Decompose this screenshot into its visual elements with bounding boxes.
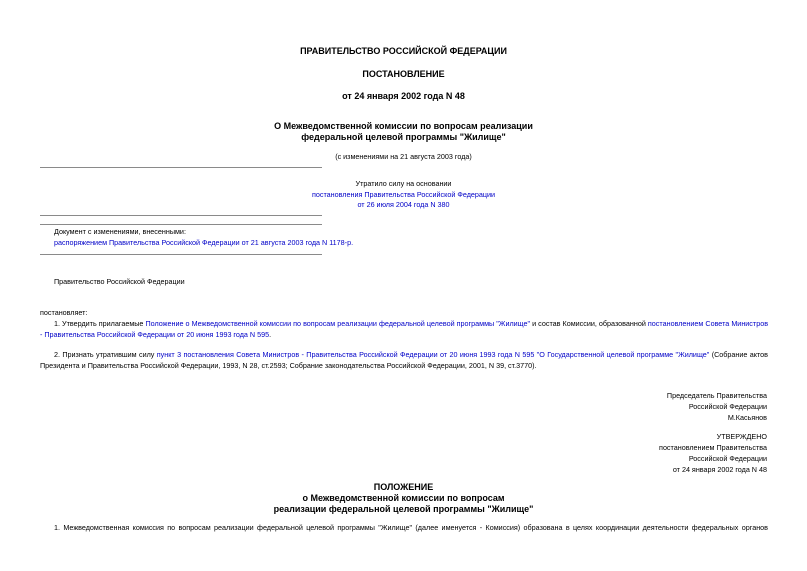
doc-title-line2: федеральной целевой программы "Жилище" [301, 132, 506, 142]
resolves-text: постановляет: [40, 308, 88, 317]
signature-line1: Председатель Правительства [666, 391, 767, 400]
repeal-link-line2[interactable]: постановления Правительства Российской Федерации [311, 190, 496, 199]
paragraph-1 [40, 318, 768, 340]
amendment-note: (с изменениями на 21 августа 2003 года) [335, 152, 472, 161]
paragraph-2 [40, 349, 768, 371]
approved-line4: от 24 января 2002 года N 48 [672, 465, 767, 474]
regulation-subtitle1: о Межведомственной комиссии по вопросам [302, 493, 505, 503]
doc-date-number: от 24 января 2002 года N 48 [342, 91, 465, 101]
signature-line2: Российской Федерации [688, 402, 767, 411]
p2-clause-link[interactable]: пункт 3 постановления Совета Министров - Правительства Российской Федерации от 20 июня 1993 года N 595 "О Государственной целевой программе "Жилище" [156, 350, 710, 359]
p1-text-a: 1. Утвердить прилагаемые [54, 319, 146, 328]
divider [40, 215, 322, 216]
p2-text-a: 2. Признать утратившим силу [54, 350, 157, 359]
p1-resolution-link[interactable]: постановлением Совета Министров - Правительства Российской Федерации от 20 июня 1993 года N 595 [40, 319, 769, 339]
regulation-paragraph-1: 1. Межведомственная комиссия по вопросам реализации федеральной целевой программы "Жилище" (далее именуется - Комиссия) образована в целях координации деятельности федеральных органов [54, 523, 768, 532]
approved-block [659, 431, 767, 475]
divider [40, 167, 322, 168]
p1-regulation-link[interactable]: Положение о Межведомственной комиссии по вопросам реализации федеральной целевой программы "Жилище" [145, 319, 531, 328]
regulation-title: ПОЛОЖЕНИЕ [373, 482, 434, 492]
p2-text-b: (Собрание актов Президента и Правительства Российской Федерации, 1993, N 28, ст.2593; Собрание законодательства Российской Федерации, 2001, N 39, ст.3770). [40, 350, 768, 370]
repeal-link-line3[interactable]: от 26 июля 2004 года N 380 [357, 200, 450, 209]
approved-line3: Российской Федерации [688, 454, 767, 463]
changes-link[interactable]: распоряжением Правительства Российской Федерации от 21 августа 2003 года N 1178-р. [54, 238, 354, 247]
approved-line1: УТВЕРЖДЕНО [716, 432, 767, 441]
issuer-text: Правительство Российской Федерации [54, 277, 185, 286]
divider [40, 224, 322, 225]
signature-block [667, 390, 767, 423]
doc-type-heading: ПОСТАНОВЛЕНИЕ [362, 69, 445, 79]
approved-line2: постановлением Правительства [659, 443, 767, 452]
p1-text-c: . [269, 330, 272, 339]
signature-line3: М.Касьянов [727, 413, 767, 422]
government-heading: ПРАВИТЕЛЬСТВО РОССИЙСКОЙ ФЕДЕРАЦИИ [300, 46, 507, 56]
doc-title-line1: О Межведомственной комиссии по вопросам реализации [274, 121, 533, 131]
repeal-line1: Утратило силу на основании [355, 179, 452, 188]
changes-label: Документ с изменениями, внесенными: [54, 227, 186, 236]
divider [40, 254, 322, 255]
p1-text-b: и состав Комиссии, образованной [530, 319, 648, 328]
regulation-subtitle2: реализации федеральной целевой программы "Жилище" [273, 504, 534, 514]
